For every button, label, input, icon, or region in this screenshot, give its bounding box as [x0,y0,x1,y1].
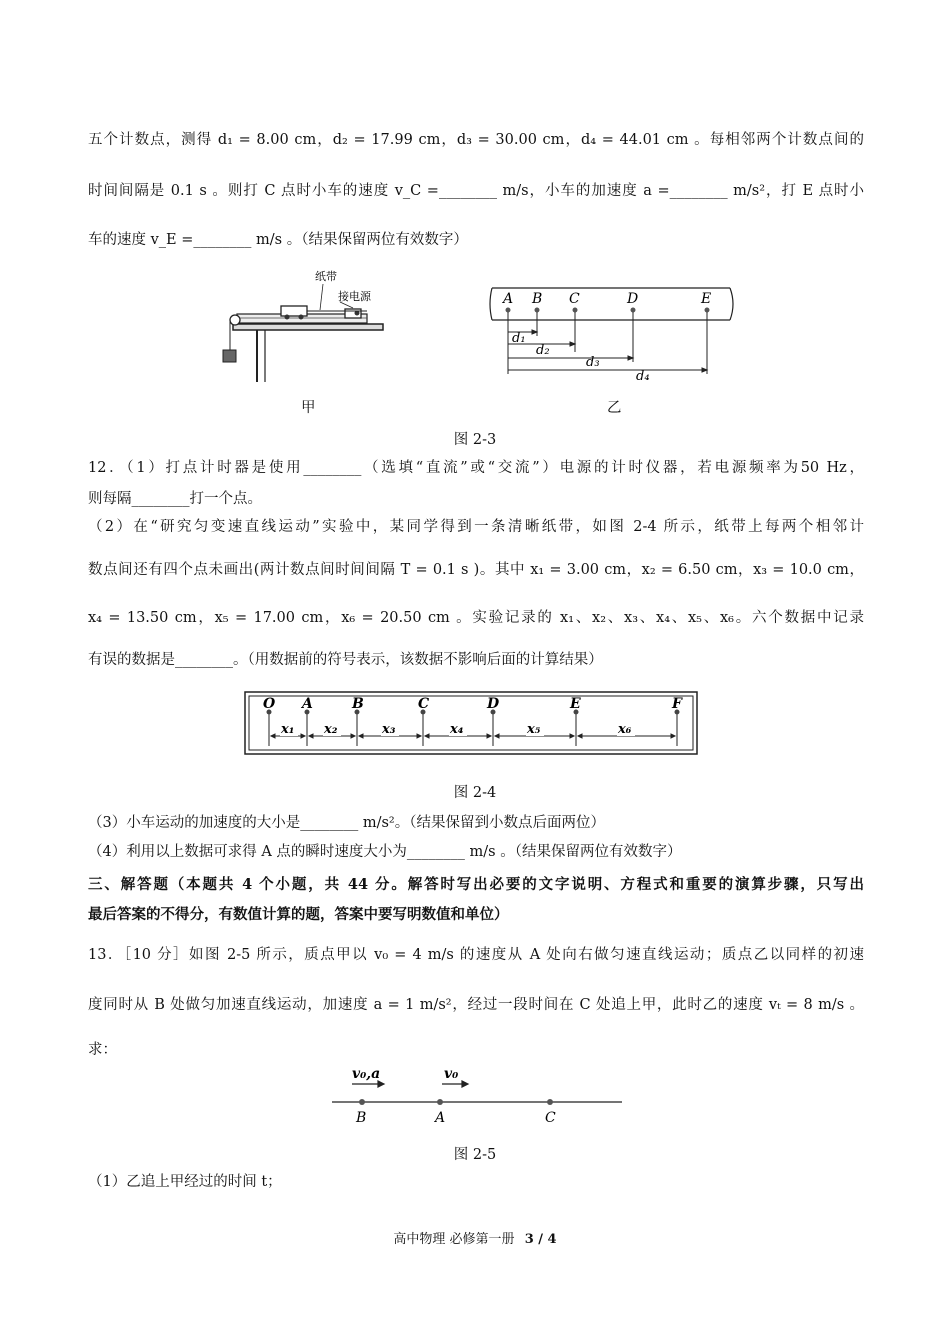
tape-point-E: E [701,291,712,307]
tape2-point-D: D [487,696,500,712]
tape2-point-O: O [263,696,276,712]
q13-line-3: 求： [88,1042,117,1058]
q13-line-2: 度同时从 B 处做匀加速直线运动，加速度 a = 1 m/s²，经过一段时间在 C 处追上甲，此时乙的速度 vₜ = 8 m/s 。 [88,997,864,1013]
q11-line-1: 五个计数点，测得 d₁ = 8.00 cm，d₂ = 17.99 cm，d₃ = 30.00 cm，d₄ = 44.01 cm 。每相邻两个计数点间的 [88,132,864,148]
q13-sub-1: （1）乙追上甲经过的时间 t； [88,1174,282,1190]
label-tape: 纸带 [315,270,337,283]
figure-2-5-caption: 图 2-5 [453,1147,497,1163]
segment-x1: x₁ [281,722,295,737]
figure-2-3-caption: 图 2-3 [453,432,497,448]
figure-2-3-tape [486,282,740,382]
segment-x4: x₄ [450,722,464,737]
tape2-point-F: F [672,696,682,712]
tape-point-C: C [569,291,580,307]
tape-point-B: B [532,291,543,307]
q12-line-5: x₄ = 13.50 cm，x₅ = 17.00 cm，x₆ = 20.50 cm 。实验记录的 x₁、x₂、x₃、x₄、x₅、x₆。六个数据中记录 [88,610,864,626]
label-power: 接电源 [338,290,371,303]
label-v0: v₀ [444,1066,459,1082]
segment-x6: x₆ [618,722,632,737]
segment-x5: x₅ [527,722,541,737]
q12-line-4: 数点间还有四个点未画出(两计数点间时间间隔 T = 0.1 s )。其中 x₁ = 3.00 cm，x₂ = 6.50 cm，x₃ = 10.0 cm， [88,562,864,578]
footer-text: 高中物理 必修第一册 [393,1232,515,1247]
q12-line-7: （3）小车运动的加速度的大小是________ m/s²。（结果保留到小数点后面两位） [88,815,605,831]
tape-point-D: D [627,291,639,307]
tape2-point-B: B [352,696,364,712]
segment-x2: x₂ [324,722,338,737]
q11-line-2: 时间间隔是 0.1 s 。则打 C 点时小车的速度 v_C =________ m/s，小车的加速度 a =________ m/s²，打 E 点时小 [88,183,864,199]
dim-d4: d₄ [636,369,650,382]
q13-line-1: 13．［10 分］如图 2-5 所示，质点甲以 v₀ = 4 m/s 的速度从 A 处向右做匀速直线运动；质点乙以同样的初速 [88,947,864,963]
figure-2-3-left-caption: 甲 [301,400,316,416]
label-v0-a: v₀,a [352,1066,381,1082]
q12-line-6: 有误的数据是________。（用数据前的符号表示，该数据不影响后面的计算结果） [88,652,603,668]
q12-line-3: （2）在“研究匀变速直线运动”实验中，某同学得到一条清晰纸带，如图 2-4 所示，纸带上每两个相邻计 [88,519,864,535]
tape-point-A: A [503,291,514,307]
point-B: B [356,1110,367,1126]
figure-2-3-right-caption: 乙 [607,400,622,416]
segment-x3: x₃ [382,722,396,737]
q12-line-2: 则每隔________打一个点。 [88,491,262,507]
tape2-point-C: C [418,696,430,712]
figure-2-4 [243,690,701,760]
tape2-point-A: A [302,696,313,712]
dim-d3: d₃ [586,355,600,370]
page-number: 3 / 4 [524,1232,557,1247]
q11-line-3: 车的速度 v_E =________ m/s 。（结果保留两位有效数字） [88,232,468,248]
q12-line-1: 12．（1）打点计时器是使用________（选填“直流”或“交流”）电源的计时仪器，若电源频率为50 Hz， [88,460,864,476]
tape2-point-E: E [570,696,581,712]
dim-d2: d₂ [536,343,550,358]
figure-2-3-apparatus [215,262,385,388]
q12-line-8: （4）利用以上数据可求得 A 点的瞬时速度大小为________ m/s 。（结果保留两位有效数字） [88,844,682,860]
figure-2-5 [328,1060,628,1130]
page-footer [0,1228,950,1247]
point-C: C [545,1110,556,1126]
point-A: A [435,1110,446,1126]
figure-2-4-caption: 图 2-4 [453,785,497,801]
dim-d1: d₁ [512,331,526,346]
section-3-heading: 三、解答题（本题共 4 个小题，共 44 分。解答时写出必要的文字说明、方程式和重要的演算步骤，只写出 [88,876,864,893]
section-3-heading-cont: 最后答案的不得分，有数值计算的题，答案中要写明数值和单位） [88,906,509,923]
